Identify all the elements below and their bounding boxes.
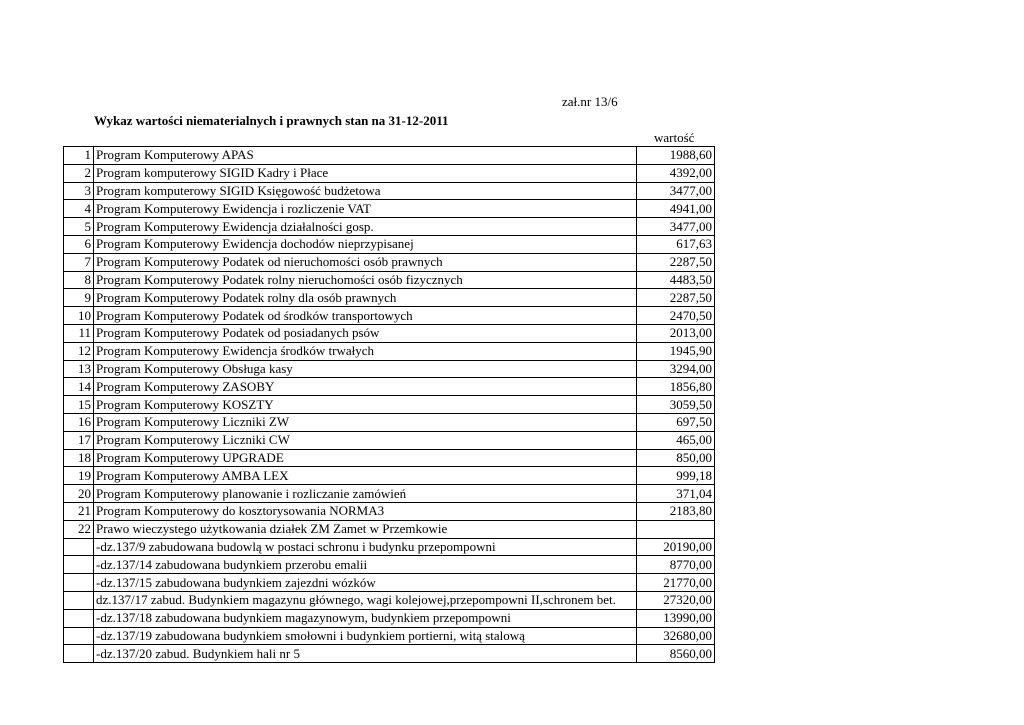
row-number: 20	[64, 485, 94, 503]
row-number: 11	[64, 324, 94, 342]
row-description: Program Komputerowy Ewidencja i rozliczenie VAT	[94, 200, 637, 218]
value-column-header: wartość	[654, 130, 695, 145]
row-value	[637, 520, 715, 538]
row-description: -dz.137/15 zabudowana budynkiem zajezdni wózków	[94, 574, 637, 592]
row-value: 2183,80	[637, 502, 715, 520]
table-row	[64, 342, 715, 360]
table-row	[64, 556, 715, 574]
row-description: Prawo wieczystego użytkowania działek ZM Zamet w Przemkowie	[94, 520, 637, 538]
row-number	[64, 556, 94, 574]
table-row	[64, 182, 715, 200]
row-value: 1945,90	[637, 342, 715, 360]
row-description: Program Komputerowy Podatek rolny dla osób prawnych	[94, 289, 637, 307]
table-row	[64, 360, 715, 378]
row-description: Program Komputerowy AMBA LEX	[94, 467, 637, 485]
row-value: 2287,50	[637, 289, 715, 307]
row-number: 12	[64, 342, 94, 360]
table-row	[64, 235, 715, 253]
row-value: 999,18	[637, 467, 715, 485]
row-number: 6	[64, 235, 94, 253]
row-description: -dz.137/18 zabudowana budynkiem magazynowym, budynkiem przepompowni	[94, 609, 637, 627]
table-row	[64, 289, 715, 307]
row-number	[64, 591, 94, 609]
document-title: Wykaz wartości niematerialnych i prawnych stan na 31-12-2011	[94, 113, 449, 128]
row-description: Program Komputerowy planowanie i rozliczanie zamówień	[94, 485, 637, 503]
row-number: 5	[64, 218, 94, 236]
row-description: Program komputerowy SIGID Księgowość budżetowa	[94, 182, 637, 200]
row-description: Program Komputerowy Obsługa kasy	[94, 360, 637, 378]
row-value: 3294,00	[637, 360, 715, 378]
row-number: 22	[64, 520, 94, 538]
table-row	[64, 431, 715, 449]
row-number	[64, 609, 94, 627]
table-row	[64, 164, 715, 182]
row-description: Program Komputerowy APAS	[94, 147, 637, 165]
table-row	[64, 485, 715, 503]
row-description: Program Komputerowy Podatek od środków transportowych	[94, 307, 637, 325]
assets-table-body	[64, 147, 715, 663]
row-value: 8770,00	[637, 556, 715, 574]
row-value: 4392,00	[637, 164, 715, 182]
table-row	[64, 218, 715, 236]
row-value: 4941,00	[637, 200, 715, 218]
attachment-number: zał.nr 13/6	[562, 94, 618, 109]
row-number: 1	[64, 147, 94, 165]
row-description: Program Komputerowy ZASOBY	[94, 378, 637, 396]
row-description: dz.137/17 zabud. Budynkiem magazynu głównego, wagi kolejowej,przepompowni II,schronem bet.	[94, 591, 637, 609]
table-row	[64, 574, 715, 592]
row-number: 8	[64, 271, 94, 289]
table-row	[64, 253, 715, 271]
row-description: Program Komputerowy Ewidencja środków trwałych	[94, 342, 637, 360]
table-row	[64, 147, 715, 165]
row-number	[64, 574, 94, 592]
row-value: 21770,00	[637, 574, 715, 592]
row-value: 13990,00	[637, 609, 715, 627]
row-number: 19	[64, 467, 94, 485]
row-number: 3	[64, 182, 94, 200]
table-row	[64, 520, 715, 538]
assets-table	[63, 146, 715, 663]
row-description: Program Komputerowy do kosztorysowania NORMA3	[94, 502, 637, 520]
row-value: 2013,00	[637, 324, 715, 342]
row-value: 3059,50	[637, 396, 715, 414]
table-row	[64, 200, 715, 218]
row-number	[64, 645, 94, 663]
row-description: -dz.137/20 zabud. Budynkiem hali nr 5	[94, 645, 637, 663]
row-value: 850,00	[637, 449, 715, 467]
row-description: -dz.137/9 zabudowana budowlą w postaci schronu i budynku przepompowni	[94, 538, 637, 556]
row-number: 18	[64, 449, 94, 467]
row-description: Program Komputerowy Podatek od posiadanych psów	[94, 324, 637, 342]
table-row	[64, 467, 715, 485]
table-row	[64, 324, 715, 342]
row-description: Program Komputerowy Ewidencja dochodów nieprzypisanej	[94, 235, 637, 253]
table-row	[64, 396, 715, 414]
table-row	[64, 271, 715, 289]
table-row	[64, 378, 715, 396]
row-number: 17	[64, 431, 94, 449]
row-value: 465,00	[637, 431, 715, 449]
row-description: Program Komputerowy Podatek rolny nieruchomości osób fizycznych	[94, 271, 637, 289]
row-number: 13	[64, 360, 94, 378]
row-description: Program Komputerowy Liczniki CW	[94, 431, 637, 449]
table-row	[64, 307, 715, 325]
row-value: 3477,00	[637, 218, 715, 236]
row-value: 20190,00	[637, 538, 715, 556]
row-value: 8560,00	[637, 645, 715, 663]
row-number: 14	[64, 378, 94, 396]
row-value: 27320,00	[637, 591, 715, 609]
row-description: Program Komputerowy Podatek od nieruchomości osób prawnych	[94, 253, 637, 271]
row-value: 371,04	[637, 485, 715, 503]
row-number	[64, 627, 94, 645]
row-value: 1856,80	[637, 378, 715, 396]
table-row	[64, 413, 715, 431]
row-description: Program Komputerowy UPGRADE	[94, 449, 637, 467]
row-number: 2	[64, 164, 94, 182]
row-value: 2287,50	[637, 253, 715, 271]
row-description: -dz.137/19 zabudowana budynkiem smołowni i budynkiem portierni, witą stalową	[94, 627, 637, 645]
table-row	[64, 627, 715, 645]
table-row	[64, 591, 715, 609]
row-description: Program komputerowy SIGID Kadry i Płace	[94, 164, 637, 182]
table-row	[64, 645, 715, 663]
row-number: 10	[64, 307, 94, 325]
row-value: 1988,60	[637, 147, 715, 165]
row-value: 32680,00	[637, 627, 715, 645]
row-value: 697,50	[637, 413, 715, 431]
row-description: Program Komputerowy Ewidencja działalności gosp.	[94, 218, 637, 236]
row-number: 16	[64, 413, 94, 431]
row-number: 15	[64, 396, 94, 414]
row-value: 2470,50	[637, 307, 715, 325]
row-value: 4483,50	[637, 271, 715, 289]
table-row	[64, 502, 715, 520]
row-number: 4	[64, 200, 94, 218]
table-row	[64, 538, 715, 556]
row-number: 21	[64, 502, 94, 520]
row-value: 617,63	[637, 235, 715, 253]
row-number: 7	[64, 253, 94, 271]
row-value: 3477,00	[637, 182, 715, 200]
row-number	[64, 538, 94, 556]
row-description: Program Komputerowy Liczniki ZW	[94, 413, 637, 431]
table-row	[64, 449, 715, 467]
table-row	[64, 609, 715, 627]
row-description: Program Komputerowy KOSZTY	[94, 396, 637, 414]
row-description: -dz.137/14 zabudowana budynkiem przerobu emalii	[94, 556, 637, 574]
row-number: 9	[64, 289, 94, 307]
